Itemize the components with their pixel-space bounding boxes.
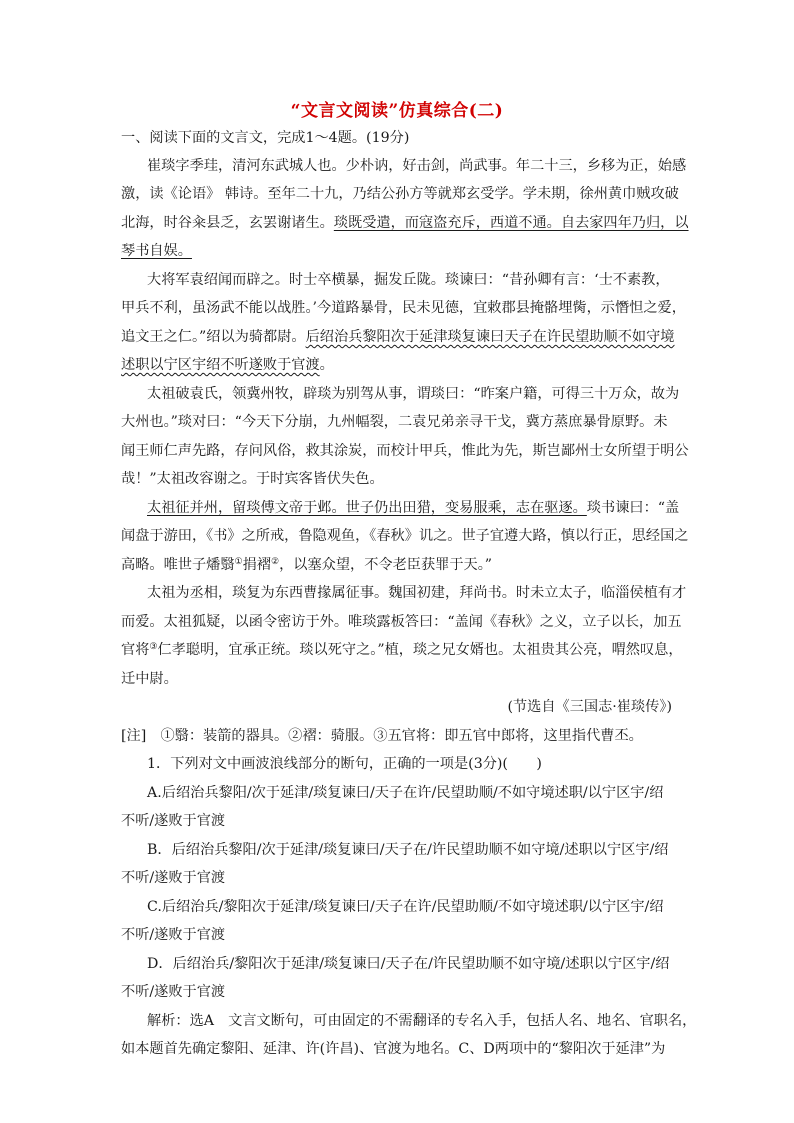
text-line: 大州也。”琰对曰：“今天下分崩，九州幅裂，二袁兄弟亲寻干戈，冀方蒸庶暴骨原野。未 — [121, 414, 668, 430]
text-line: 闻盘于游田，《书》之所戒，鲁隐观鱼，《春秋》讥之。世子宜遵大路，慎以行正，思经国之 — [121, 528, 689, 544]
underlined-sentence: 太祖征并州，留琰傅文帝于邺。世子仍出田猎，变易服乘，志在驱逐。 — [147, 500, 587, 516]
text-segment: 。 — [319, 357, 334, 373]
text-line — [121, 213, 689, 233]
section-heading: 一、阅读下面的文言文，完成1～4题。(19分) — [121, 130, 410, 146]
text-line: 迁中尉。 — [121, 671, 178, 687]
analysis-text: 解析：选A 文言文断句，可由固定的不需翻译的专名入手，包括人名、地名、官职名， — [147, 1013, 697, 1029]
text-line — [121, 640, 683, 660]
text-line: 激，读《论语》 韩诗。至年二十九，乃结公孙方等就郑玄受学。学未期，徐州黄巾贼攻破 — [121, 186, 679, 202]
text-segment: 捐褶 — [242, 557, 271, 573]
question-stem: 1．下列对文中画波浪线部分的断句，正确的一项是(3分)( ) — [147, 756, 542, 772]
underlined-sentence: 琴书自娱。 — [121, 243, 192, 259]
text-segment: 追文王之仁。”绍以为骑都尉。 — [121, 329, 306, 345]
text-line — [121, 327, 674, 347]
text-segment: 仁孝聪明，宜承正统。琰以死守之。”植，琰之兄女婿也。太祖贵其公亮，喟然叹息， — [157, 642, 683, 658]
option-c-cont: 不听/遂败于官渡 — [121, 927, 226, 943]
option-b-cont: 不听/遂败于官渡 — [121, 870, 226, 886]
text-segment: 高略。唯世子燔翳 — [121, 557, 235, 573]
text-segment: 琰书谏曰：“盖 — [586, 500, 680, 516]
text-segment: 官将 — [121, 642, 150, 658]
footnote-marker: ② — [270, 557, 280, 567]
option-d-cont: 不听/遂败于官渡 — [121, 984, 226, 1000]
wavy-underlined-passage: 述职以宁区宇绍不听遂败于官渡 — [121, 357, 320, 373]
text-line: 大将军袁绍闻而辟之。时士卒横暴，掘发丘陇。琰谏曰：“昔孙卿有言：‘士不素教， — [147, 272, 670, 288]
text-line: 太祖为丞相，琰复为东西曹掾属征事。魏国初建，拜尚书。时未立太子，临淄侯植有才 — [147, 585, 687, 601]
text-segment: 北海，时谷籴县乏，玄罢谢诸生。 — [121, 215, 334, 231]
underlined-sentence: 琰既受遣，而寇盗充斥，西道不通。自去家四年乃归，以 — [333, 215, 689, 231]
option-c: C.后绍治兵/黎阳次于延津/琰复谏曰/天子在许/民望助顺/不如守境述职/以宁区宇/绍 — [147, 899, 664, 915]
option-d: D．后绍治兵/黎阳次于延津/琰复谏曰/天子在/许民望助顺不如守境/述职以宁区宇/绍 — [147, 956, 670, 972]
text-line — [121, 555, 492, 575]
option-a-cont: 不听/遂败于官渡 — [121, 813, 226, 829]
text-line — [121, 241, 192, 261]
footnote-marker: ① — [234, 557, 243, 567]
text-line: 甲兵不利，虽汤武不能以战胜。’今道路暴骨，民未见德，宜敕郡县掩骼埋胔，示憯怛之爱， — [121, 300, 686, 316]
option-a: A.后绍治兵黎阳/次于延津/琰复谏曰/天子在许/民望助顺/不如守境述职/以宁区宇/绍 — [147, 785, 664, 801]
text-segment: ，以塞众望，不令老臣获罪于天。” — [279, 557, 493, 573]
text-line — [121, 355, 334, 375]
wavy-underlined-passage: 后绍治兵黎阳次于延津琰复谏曰天子在许民望助顺不如守境 — [305, 329, 675, 345]
option-b: B．后绍治兵黎阳/次于延津/琰复谏曰/天子在/许民望助顺不如守境/述职以宁区宇/绍 — [147, 842, 669, 858]
text-line — [147, 498, 679, 518]
text-line: 闻王师仁声先路，存问风俗，救其涂炭，而校计甲兵，惟此为先，斯岂鄙州士女所望于明公 — [121, 443, 689, 459]
text-line: 崔琰字季珪，清河东武城人也。少朴讷，好击剑，尚武事。年二十三，乡移为正，始感 — [147, 158, 687, 174]
text-line: 哉！”太祖改容谢之。于时宾客皆伏失色。 — [121, 471, 384, 487]
page-title: “文言文阅读”仿真综合(二) — [290, 101, 504, 121]
text-line: 太祖破袁氏，领冀州牧，辟琰为别驾从事，谓琰曰：“昨案户籍，可得三十万众，故为 — [147, 386, 680, 402]
analysis-text: 如本题首先确定黎阳、延津、许(许昌)、官渡为地名。C、D两项中的“黎阳次于延津”为 — [121, 1041, 666, 1057]
text-line: 而爱。太祖狐疑，以函令密访于外。唯琰露板答曰：“盖闻《春秋》之义，立子以长，加五 — [121, 614, 682, 630]
annotation-note: [注] ①翳：装箭的器具。②褶：骑服。③五官将：即五官中郎将，这里指代曹丕。 — [121, 728, 643, 744]
footnote-marker: ③ — [149, 642, 158, 652]
source-citation: (节选自《三国志·崔琰传》) — [507, 699, 672, 715]
